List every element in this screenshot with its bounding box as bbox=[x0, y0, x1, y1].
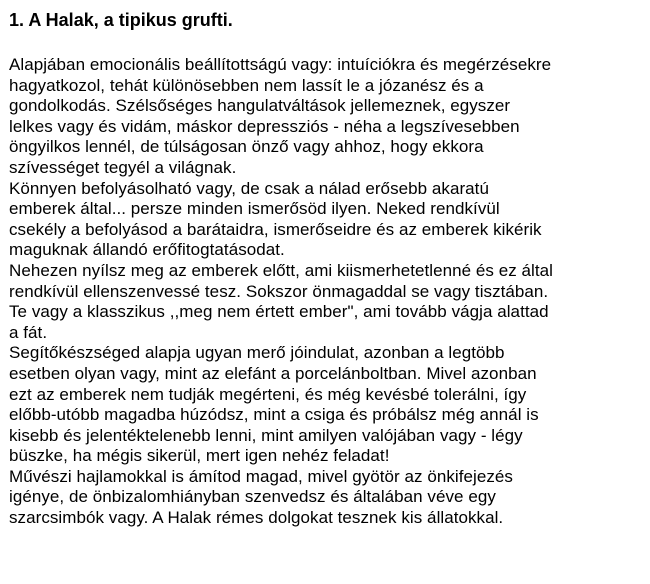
text-line: büszke, ha mégis sikerül, mert igen nehéz feladat! bbox=[9, 446, 390, 466]
text-line: ezt az emberek nem tudják megérteni, és még kevésbé tolerálni, így bbox=[9, 384, 527, 404]
text-line: Alapjában emocionális beállítottságú vagy: intuíciókra és megérzésekre bbox=[9, 55, 552, 74]
text-line: emberek által... persze minden ismerősöd ilyen. Neked rendkívül bbox=[9, 199, 500, 219]
document-title: 1. A Halak, a tipikus grufti. bbox=[9, 10, 233, 30]
text-line: Művészi hajlamokkal is ámítod magad, mivel gyötör az önkifejezés bbox=[9, 466, 513, 486]
text-line: a fát. bbox=[9, 322, 48, 342]
text-line: szívességet tegyél a világnak. bbox=[9, 157, 237, 177]
text-line: Te vagy a klasszikus ,,meg nem értett ember", ami tovább vágja alattad bbox=[9, 302, 549, 322]
text-line: öngyilkos lennél, de túlságosan önző vagy ahhoz, hogy ekkora bbox=[9, 137, 484, 157]
text-line: kisebb és jelentéktelenebb lenni, mint amilyen valójában vagy - légy bbox=[9, 425, 523, 445]
text-line: csekély a befolyásod a barátaidra, ismerőseidre és az emberek kikérik bbox=[9, 219, 542, 239]
text-line: szarcsimbók vagy. A Halak rémes dolgokat tesznek kis állatokkal. bbox=[9, 508, 504, 528]
text-line: gondolkodás. Szélsőséges hangulatváltások jellemeznek, egyszer bbox=[9, 96, 511, 116]
text-line: Segítőkészséged alapja ugyan merő jóindulat, azonban a legtöbb bbox=[9, 343, 505, 363]
document-body bbox=[9, 55, 645, 529]
text-line: esetben olyan vagy, mint az elefánt a porcelánboltban. Mivel azonban bbox=[9, 363, 537, 383]
text-line: maguknak állandó erőfitogtatásodat. bbox=[9, 240, 285, 260]
text-line: lelkes vagy és vidám, máskor depressziós - néha a legszívesebben bbox=[9, 116, 520, 136]
text-line: Nehezen nyílsz meg az emberek előtt, ami kiismerhetetlenné és ez által bbox=[9, 260, 553, 280]
text-line: előbb-utóbb magadba húzódsz, mint a csiga és próbálsz még annál is bbox=[9, 405, 539, 425]
text-line: rendkívül ellenszenvessé tesz. Sokszor önmagaddal se vagy tisztában. bbox=[9, 281, 549, 301]
text-line: Könnyen befolyásolható vagy, de csak a nálad erősebb akaratú bbox=[9, 178, 489, 198]
text-line: igénye, de önbizalomhiányban szenvedsz és általában véve egy bbox=[9, 487, 496, 507]
text-line: hagyatkozol, tehát különösebben nem lassít le a józanész és a bbox=[9, 75, 484, 95]
document bbox=[9, 0, 645, 528]
